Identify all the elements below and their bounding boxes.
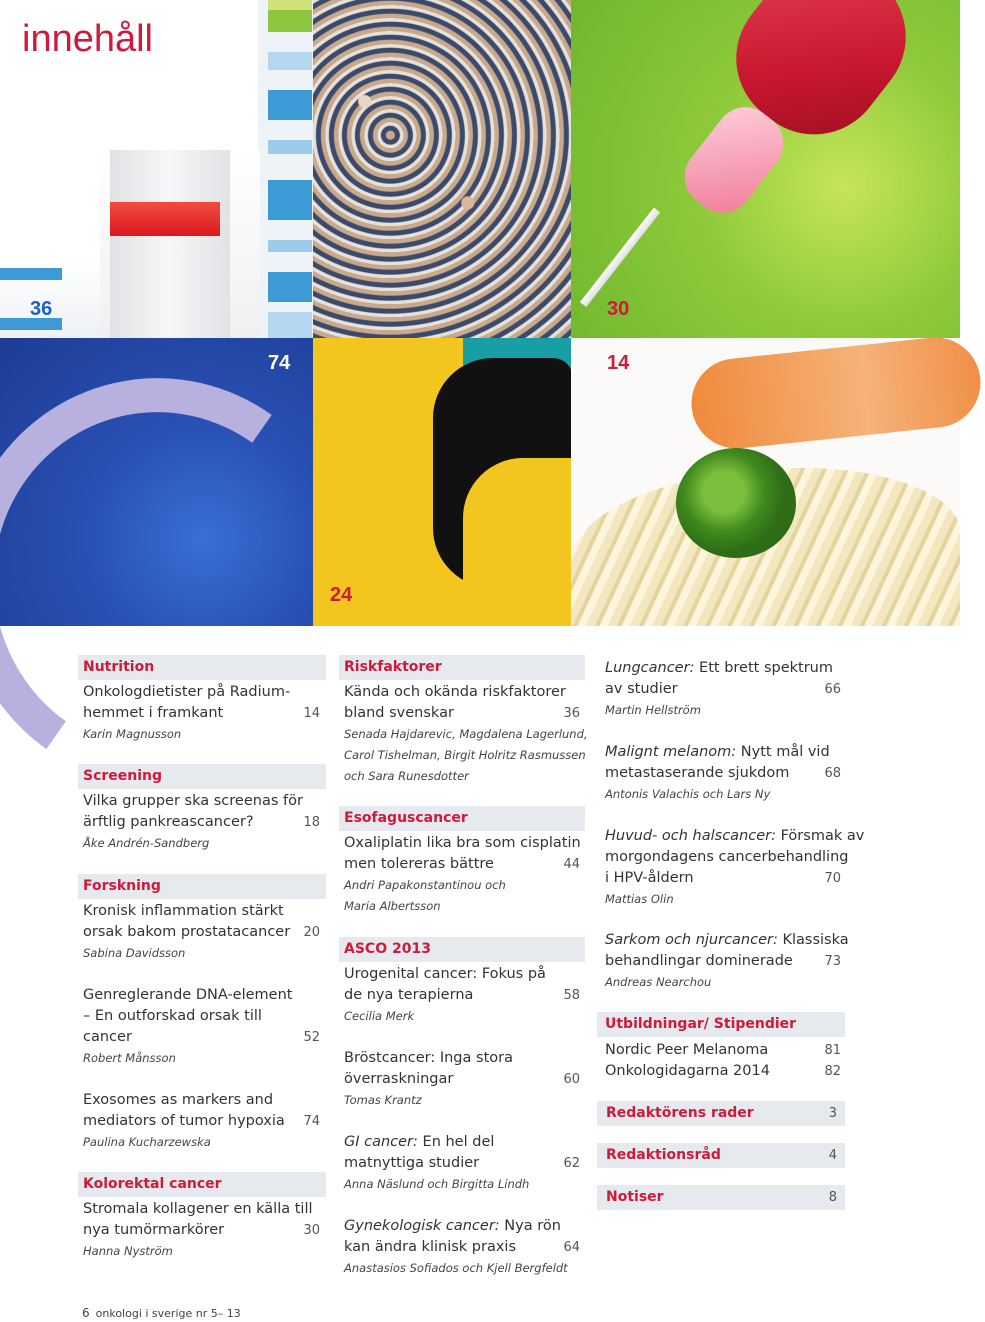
page-title: innehåll [22,18,153,60]
toc-entry[interactable]: Oxaliplatin lika bra som cisplatin men tolereras bättre 44 Andri Papakonstantinou och Maria Albertsson [344,833,580,917]
image-number-syringe-top: 30 [607,298,630,320]
page-number: 8 [828,1190,837,1205]
author: Åke Andrén-Sandberg [83,836,210,850]
page-number: 74 [303,1114,320,1129]
page-number: 62 [563,1156,580,1171]
page-number: 4 [828,1148,837,1163]
toc-entry[interactable]: Stromala kollagener en källa till nya tumörmarkörer 30 Hanna Nyström [83,1199,320,1262]
face-illustration [313,338,571,626]
toc-entry[interactable]: Malignt melanom: Nytt mål vid metastaserande sjukdom 68 Antonis Valachis och Lars Ny [605,742,841,805]
toc-entry[interactable]: Gynekologisk cancer: Nya rön kan ändra klinisk praxis 64 Anastasios Sofiados och Kjell Bergfeldt [344,1216,580,1279]
topic: Malignt melanom: [605,744,737,760]
toc-entry[interactable]: Lungcancer: Ett brett spektrum av studier 66 Martin Hellström [605,658,841,721]
page-number: 20 [303,925,320,940]
topic: Huvud- och halscancer: [605,828,776,844]
toc-entry[interactable]: Genreglerande DNA-element – En outforskad orsak till cancer 52 Robert Månsson [83,985,320,1069]
page-number: 70 [824,871,841,886]
section-kolorektal-cancer: Kolorektal cancer [78,1172,326,1197]
section-forskning: Forskning [78,874,326,899]
page-number: 64 [563,1240,580,1255]
page-number: 82 [824,1064,841,1079]
image-number-face: 24 [330,584,353,606]
page-number: 14 [303,706,320,721]
author: Andreas Nearchou [605,975,712,989]
section-asco-2013: ASCO 2013 [339,937,585,962]
author: Robert Månsson [83,1051,176,1065]
chromosome-left-image [0,260,100,338]
author: Carol Tishelman, Birgit Holritz Rasmussen [344,748,586,762]
toc-entry[interactable]: Vilka grupper ska screenas för ärftlig pankreascancer? 18 Åke Andrén-Sandberg [83,791,320,854]
toc-bar-redaktorens-rader[interactable]: Redaktörens rader 3 [597,1101,845,1126]
author: Martin Hellström [605,703,701,717]
footer-publication: onkologi i sverige nr 5– 13 [95,1307,241,1320]
author: Sabina Davidsson [83,946,186,960]
toc-entry[interactable]: Kronisk inflammation stärkt orsak bakom prostatacancer 20 Sabina Davidsson [83,901,320,964]
author: Karin Magnusson [83,727,182,741]
page-number: 58 [563,988,580,1003]
crowd-image [313,0,571,338]
page-number: 3 [828,1106,837,1121]
toc-entry[interactable]: Kända och okända riskfaktorer bland svenskar 36 Senada Hajdarevic, Magdalena Lagerlund, Carol Tishelman, Birgit Holritz Rasmussen och Sara Runesdotter [344,682,580,787]
image-number-chrom-left: 36 [30,298,53,320]
toc-entry[interactable]: Onkologdietister på Radium- hemmet i framkant 14 Karin Magnusson [83,682,320,745]
chromosome-bands-image [258,0,313,338]
author: Anastasios Sofiados och Kjell Bergfeldt [344,1261,568,1275]
toc-entry[interactable]: Huvud- och halscancer: Försmak av morgondagens cancerbehandling i HPV-åldern 70 Mattias Olin [605,826,841,910]
toc-entry[interactable]: Bröstcancer: Inga stora överraskningar 60 Tomas Krantz [344,1048,580,1111]
section-screening: Screening [78,764,326,789]
toc-bar-redaktionsrad[interactable]: Redaktionsråd 4 [597,1143,845,1168]
toc-entry[interactable]: GI cancer: En hel del matnyttiga studier 62 Anna Näslund och Birgitta Lindh [344,1132,580,1195]
toc-bar-notiser[interactable]: Notiser 8 [597,1185,845,1210]
author: Senada Hajdarevic, Magdalena Lagerlund, [344,727,588,741]
toc-entry[interactable]: Nordic Peer Melanoma 81 Onkologidagarna 2014 82 [605,1040,841,1082]
topic: Gynekologisk cancer: [344,1218,500,1234]
author: Mattias Olin [605,892,674,906]
author: Anna Näslund och Birgitta Lindh [344,1177,530,1191]
topic: Lungcancer: [605,660,695,676]
toc-entry[interactable]: Sarkom och njurcancer: Klassiska behandlingar dominerade 73 Andreas Nearchou [605,930,841,993]
tissue-image [0,338,313,626]
page-number: 73 [824,954,841,969]
section-utbildningar-stipendier: Utbildningar/ Stipendier [597,1012,845,1037]
page-number: 66 [824,682,841,697]
page-number: 36 [563,706,580,721]
toc-entry[interactable]: Urogenital cancer: Fokus på de nya terapierna 58 Cecilia Merk [344,964,580,1027]
author: och Sara Runesdotter [344,769,469,783]
author: Hanna Nyström [83,1244,173,1258]
page-number: 81 [824,1043,841,1058]
page-number: 44 [563,857,580,872]
page-number: 68 [824,766,841,781]
food-image [571,338,960,626]
syringe-image [571,0,960,338]
chromosome-image [100,150,260,338]
topic: GI cancer: [344,1134,418,1150]
image-number-tissue: 74 [268,352,291,374]
toc-entry[interactable]: Exosomes as markers and mediators of tumor hypoxia 74 Paulina Kucharzewska [83,1090,320,1153]
author: Cecilia Merk [344,1009,415,1023]
footer [82,1306,241,1320]
author: Andri Papakonstantinou och [344,878,506,892]
section-nutrition: Nutrition [78,655,326,680]
footer-page-number: 6 [82,1306,90,1320]
section-riskfaktorer: Riskfaktorer [339,655,585,680]
page-number: 30 [303,1223,320,1238]
author: Paulina Kucharzewska [83,1135,211,1149]
page-number: 18 [303,815,320,830]
topic: Sarkom och njurcancer: [605,932,778,948]
author: Maria Albertsson [344,899,441,913]
image-number-food: 14 [607,352,630,374]
author: Tomas Krantz [344,1093,422,1107]
author: Antonis Valachis och Lars Ny [605,787,771,801]
section-esofaguscancer: Esofaguscancer [339,806,585,831]
page-number: 52 [303,1030,320,1045]
page-number: 60 [563,1072,580,1087]
